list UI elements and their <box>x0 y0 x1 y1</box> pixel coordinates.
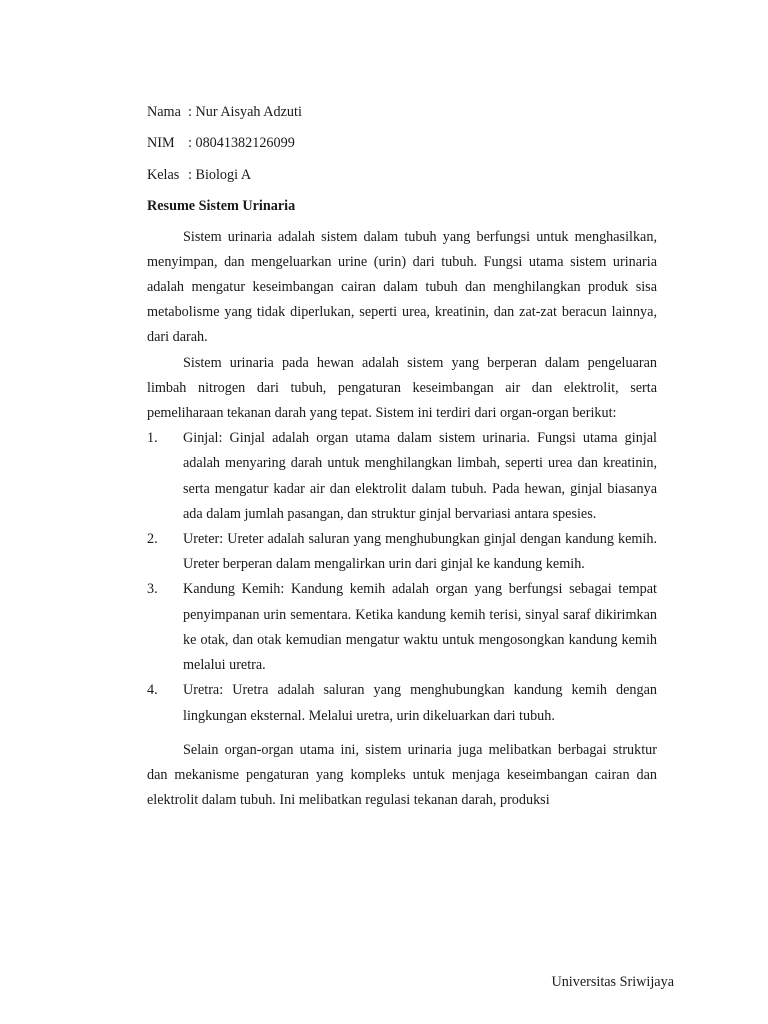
nama-label: Nama <box>147 104 181 120</box>
kelas-row <box>147 163 657 188</box>
list-item-text: Ureter: Ureter adalah saluran yang menghubungkan ginjal dengan kandung kemih. Ureter berperan dalam mengalirkan urin dari ginjal ke kandung kemih. <box>183 531 657 573</box>
paragraph-gap <box>147 729 657 738</box>
nim-row <box>147 131 657 156</box>
list-item-uretra <box>147 678 657 728</box>
kelas-value: : Biologi A <box>188 166 252 183</box>
kelas-label: Kelas <box>147 166 180 183</box>
list-item-text: Uretra: Uretra adalah saluran yang menghubungkan kandung kemih dengan lingkungan eksternal. Melalui uretra, urin dikeluarkan dari tubuh. <box>183 682 657 724</box>
nim-value: : 08041382126099 <box>188 135 295 152</box>
list-item-ginjal <box>147 426 657 527</box>
list-item-number: 4. <box>147 682 158 699</box>
list-item-ureter <box>147 527 657 577</box>
paragraph-closing: Selain organ-organ utama ini, sistem urinaria juga melibatkan berbagai struktur dan mekanisme pengaturan yang kompleks untuk menjaga keseimbangan cairan dan elektrolit dalam tubuh. Ini melibatkan regulasi tekanan darah, produksi <box>147 741 657 809</box>
nim-label: NIM <box>147 135 175 152</box>
footer-university: Universitas Sriwijaya <box>551 974 674 990</box>
list-item-kandung-kemih <box>147 577 657 678</box>
list-item-number: 2. <box>147 531 158 548</box>
list-item-text: Ginjal: Ginjal adalah organ utama dalam sistem urinaria. Fungsi utama ginjal adalah menyaring darah untuk menghilangkan limbah, seperti urea dan kreatinin, serta mengatur kadar air dan elektrolit dalam tubuh. Pada hewan, ginjal biasanya ada dalam jumlah pasangan, dan struktur ginjal bervariasi antara spesies. <box>183 430 657 522</box>
list-item-number: 1. <box>147 430 158 447</box>
nama-value: : Nur Aisyah Adzuti <box>188 104 302 120</box>
list-item-text: Kandung Kemih: Kandung kemih adalah organ yang berfungsi sebagai tempat penyimpanan urin sementara. Ketika kandung kemih terisi, sinyal saraf dikirimkan ke otak, dan otak kemudian mengatur waktu untuk mengosongkan kandung kemih melalui uretra. <box>183 581 657 674</box>
paragraph-organs-intro: Sistem urinaria pada hewan adalah sistem yang berperan dalam pengeluaran limbah nitrogen dari tubuh, pengaturan keseimbangan air dan elektrolit, serta pemeliharaan tekanan darah yang tepat. Sistem ini terdiri dari organ-organ berikut: <box>147 354 657 422</box>
document-body <box>147 100 657 813</box>
document-title: Resume Sistem Urinaria <box>147 198 296 215</box>
organ-list <box>147 426 657 728</box>
list-item-number: 3. <box>147 581 158 598</box>
paragraph-intro: Sistem urinaria adalah sistem dalam tubuh yang berfungsi untuk menghasilkan, menyimpan, dan mengeluarkan urine (urin) dari tubuh. Fungsi utama sistem urinaria adalah mengatur keseimbangan cairan dalam tubuh dan menghilangkan produk sisa metabolisme yang tidak diperlukan, seperti urea, kreatinin, dan zat-zat beracun lainnya, dari darah. <box>147 228 657 346</box>
nama-row <box>147 100 657 125</box>
